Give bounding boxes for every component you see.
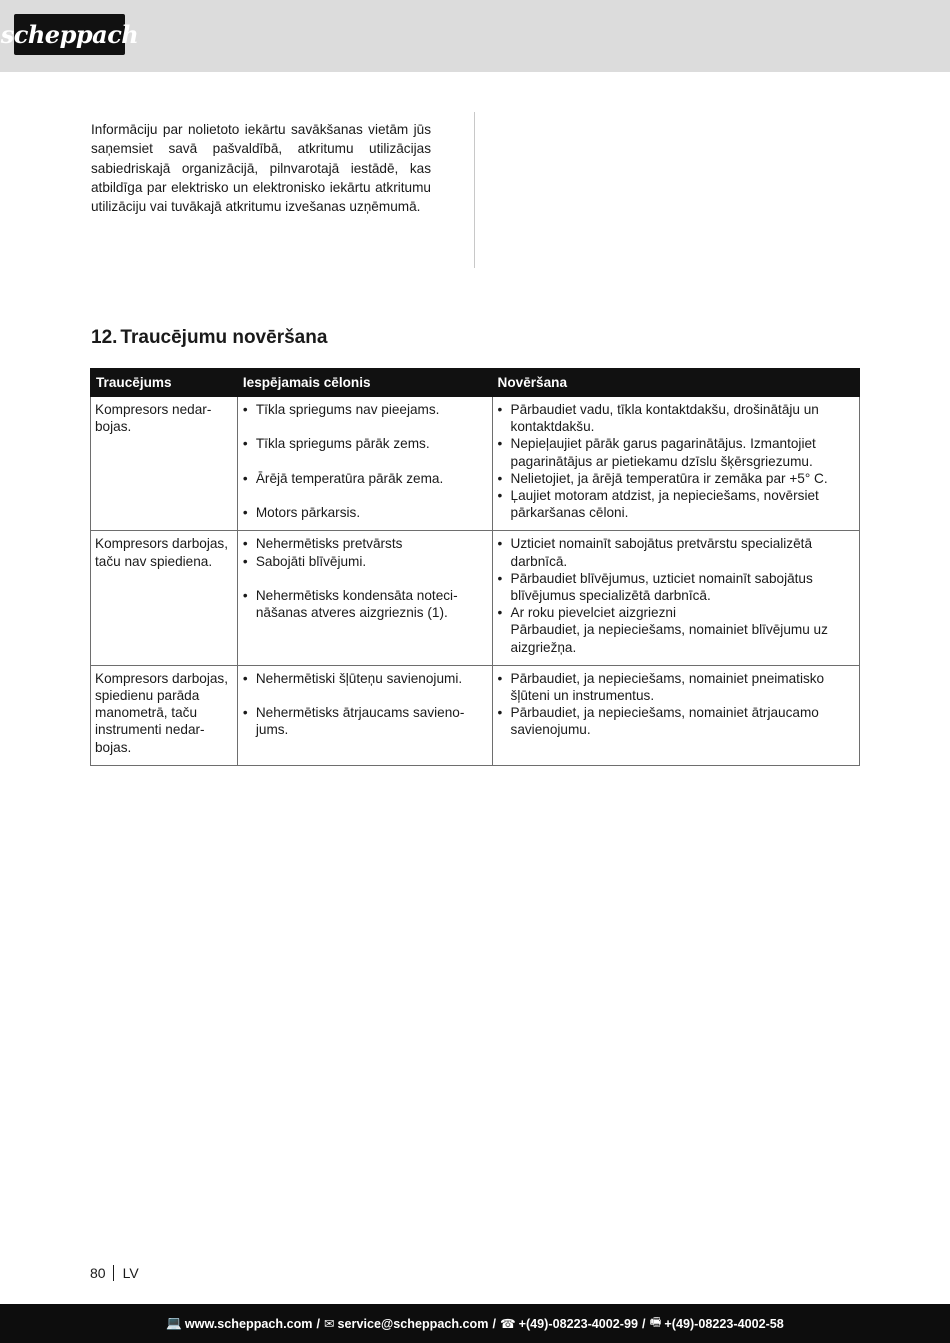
problem-cell: Kompresors darbojas, spiedienu parāda manometrā, taču instrumenti nedarbojas. [91,665,238,765]
remedy-continuation: Pārbaudiet, ja nepieciešams, nomainiet blīvējumu uz aizgriežņa. [510,622,828,655]
section-heading: Traucējumu novēršana [120,327,328,348]
cause-item: • Nehermētisks ātrjaucams savienojums. [242,704,488,738]
remedy-item: • Pārbaudiet, ja nepieciešams, nomainiet ātrjaucamo savienojumu. [497,704,855,738]
remedy-item: • Nelietojiet, ja ārējā temperatūra ir zemāka par +5° C. [497,470,855,487]
remedy-item: • Pārbaudiet, ja nepieciešams, nomainiet pneimatisko šļūteni un instrumentus. [497,670,855,704]
header-bar [0,0,950,72]
footer-separator: / [642,1316,646,1331]
cause-item: • Ārējā temperatūra pārāk zema. [242,470,488,487]
cause-cell [237,665,492,765]
problem-cell: Kompresors nedarbojas. [91,397,238,531]
footer-separator: / [316,1316,320,1331]
remedy-item: • Nepieļaujiet pārāk garus pagarinātājus. Izmantojiet pagarinātājus ar pietiekamu dzīslu šķērsgriezumu. [497,435,855,469]
footer-website[interactable]: www.scheppach.com [184,1316,313,1331]
logo-text: scheppach [0,20,139,49]
cause-cell [237,531,492,665]
phone-icon: ☎ [499,1317,516,1331]
cause-item: • Nehermētisks pretvārsts [242,535,488,552]
remedy-item: • Ar roku pievelciet aizgriezni [497,604,855,621]
page-number-block [90,1264,139,1282]
section-number: 12. [91,327,118,348]
page-number-separator [113,1265,114,1281]
mail-icon: ✉ [323,1317,335,1331]
remedy-item: • Pārbaudiet vadu, tīkla kontaktdakšu, drošinātāju un kontaktdakšu. [497,401,855,435]
table-row [91,397,860,531]
cause-item: • Motors pārkarsis. [242,504,488,521]
footer-phone: +(49)-08223-4002-99 [518,1316,639,1331]
column-header-cause: Iespējamais cēlonis [237,369,492,397]
remedy-item: • Uzticiet nomainīt sabojātus pretvārstu specializētā darbnīcā. [497,535,855,569]
table-row [91,531,860,665]
problem-cell: Kompresors darbojas, taču nav spiediena. [91,531,238,665]
footer-separator: / [492,1316,496,1331]
remedy-cell [492,397,859,531]
remedy-item: • Ļaujiet motoram atdzist, ja nepieciešams, novērsiet pārkaršanas cēloni. [497,487,855,521]
computer-icon: 💻 [166,1316,182,1330]
fax-icon: 🖷 [649,1315,662,1329]
cause-cell [237,397,492,531]
cause-item: • Nehermētisks kondensāta notecināšanas atveres aizgrieznis (1). [242,587,488,621]
cause-item: • Tīkla spriegums nav pieejams. [242,401,488,418]
remedy-item: • Pārbaudiet blīvējumus, uzticiet nomainīt sabojātus blīvējumus specializētā darbnīcā. [497,570,855,604]
table-header-row [91,369,860,397]
cause-item: • Tīkla spriegums pārāk zems. [242,435,488,452]
remedy-cell [492,665,859,765]
remedy-cell [492,531,859,665]
intro-paragraph: Informāciju par nolietoto iekārtu savākšanas vietām jūs saņemsiet savā pašvaldībā, atkritumu utilizācijas sabiedriskajā organizācijā, pilnvarotajā iestādē, kas atbildīga par elektrisko un elektronisko iekārtu atkritumu utilizāciju vai tuvākajā atkritumu izvešanas uzņēmumā. [91,122,431,215]
language-code: LV [122,1265,139,1281]
column-header-remedy: Novēršana [492,369,859,397]
footer-email[interactable]: service@scheppach.com [337,1316,489,1331]
section-title [91,326,327,350]
cause-item: • Sabojāti blīvējumi. [242,553,488,570]
footer-bar [0,1304,950,1343]
brand-logo [0,14,139,55]
table-row [91,665,860,765]
cause-item: • Nehermētiski šļūteņu savienojumi. [242,670,488,687]
page-number: 80 [90,1265,106,1281]
footer-fax: +(49)-08223-4002-58 [664,1316,784,1331]
column-divider [474,112,475,268]
column-header-problem: Traucējums [91,369,238,397]
troubleshooting-table [90,368,860,766]
